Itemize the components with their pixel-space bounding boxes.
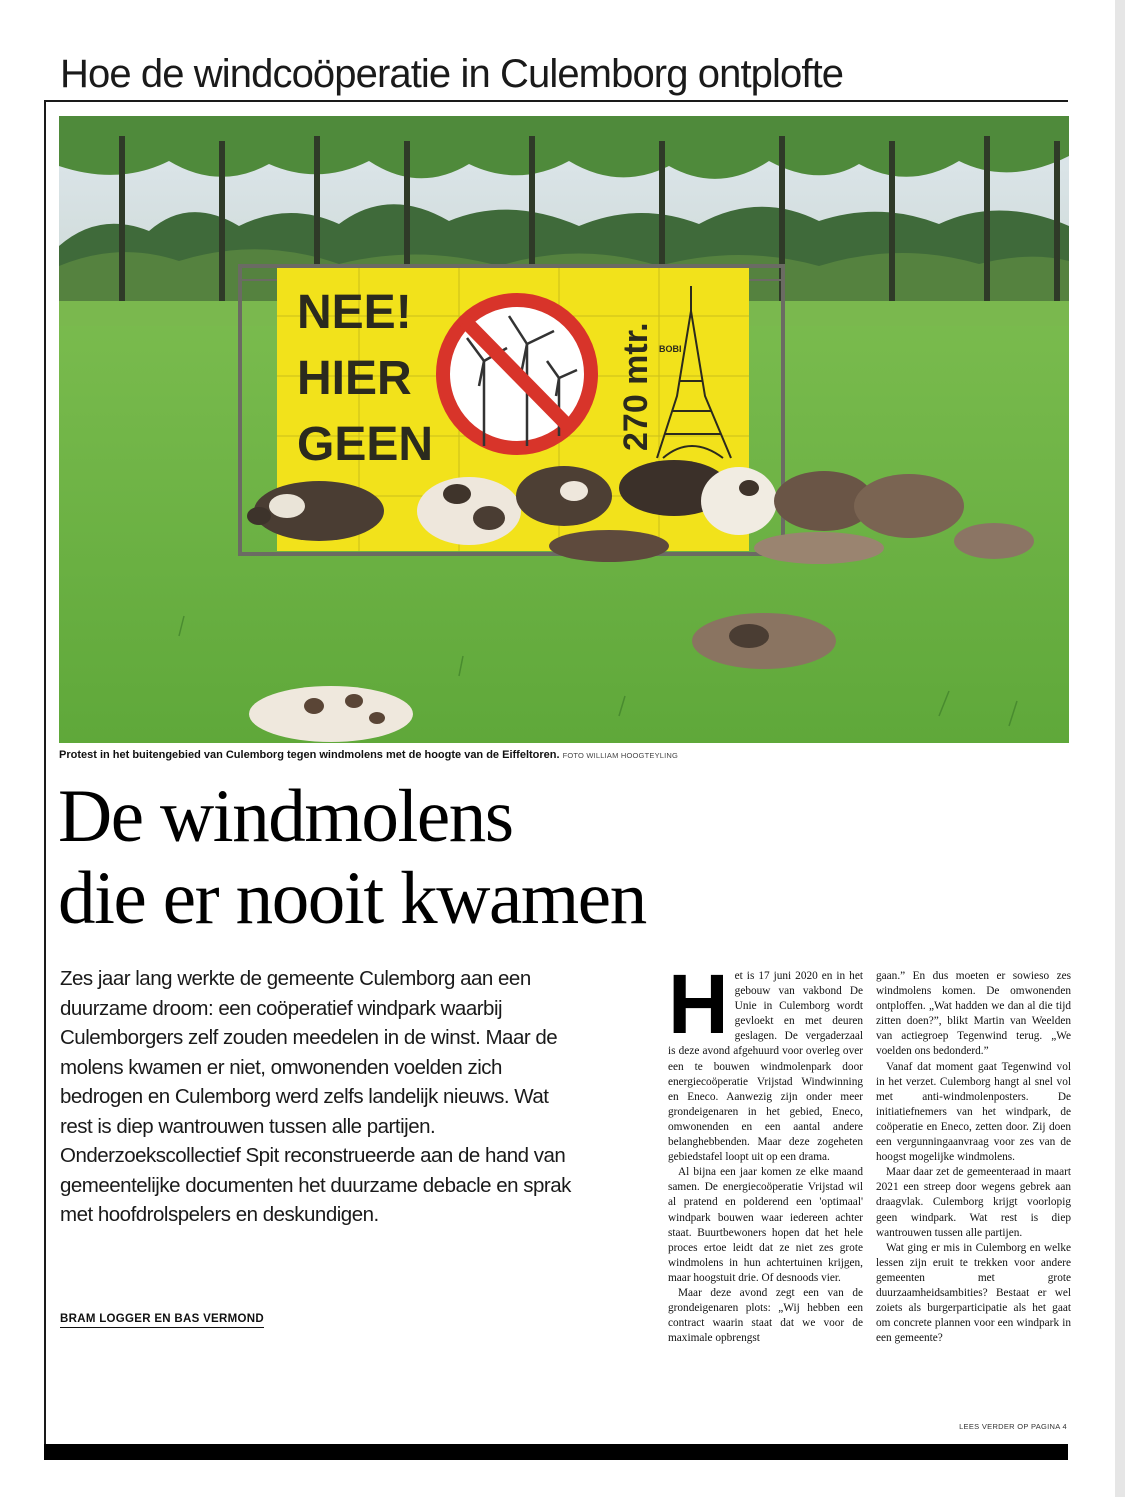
no-windmill-sign <box>443 300 591 448</box>
body-paragraph: Maar daar zet de gemeenteraad in maart 2021 een streep door wegens gebrek aan draagvlak. Culemborg krijgt voorlopig geen windpark. Wat rest is diep wantrouwen tussen alle partijen. <box>876 1166 1071 1239</box>
body-column-2 <box>876 969 1071 1346</box>
footer-rule <box>44 1444 1068 1460</box>
body-column-1 <box>668 957 863 1346</box>
caption-text: Protest in het buitengebied van Culemborg tegen windmolens met de hoogte van de Eiffeltoren. <box>59 749 560 761</box>
drop-cap: H <box>668 957 729 1051</box>
banner-small-text: BOBI <box>659 344 682 354</box>
frame-rule-left <box>44 100 46 1460</box>
continued-on-page: LEES VERDER OP PAGINA 4 <box>959 1422 1067 1431</box>
photo-caption <box>59 748 1059 763</box>
body-paragraph: gaan.” En dus moeten er sowieso zes windmolens komen. De omwonenden ontploffen. „Wat hadden we dan al die tijd zitten doen?”, blikt Martin van Weelden van actiegroep Tegenwind terug. „We voelden ons bedonderd.” <box>876 970 1071 1058</box>
body-paragraph: Al bijna een jaar komen ze elke maand samen. De energiecoöperatie Vrijstad wil al pratend en polderend een 'optimaal' windpark bouwen waar iedereen achter staat. Buurtbewoners hopen dat het hele proces ertoe leidt dat ze niet zes grote windmolens in hun achtertuinen krijgen, maar hoogstuit drie. Of desnoods vier. <box>668 1166 863 1284</box>
headline <box>58 776 958 940</box>
headline-line-1: De windmolens <box>58 775 513 858</box>
intro-paragraph: Zes jaar lang werkte de gemeente Culemborg aan een duurzame droom: een coöperatief windpark waarbij Culemborgers zelf zouden meedelen in de winst. Maar de molens kwamen er niet, omwonenden voelden zich bedrogen en Culemborg werd zelfs landelijk nieuws. Wat rest is diep wantrouwen tussen alle partijen. Onderzoekscollectief Spit reconstrueerde aan de hand van gemeentelijke documenten het duurzame debacle en sprak met hoofdrolspelers en deskundigen. <box>60 967 571 1226</box>
banner-word-geen: GEEN <box>297 418 434 471</box>
banner-height-text: 270 mtr. <box>617 322 655 451</box>
protest-photo <box>59 116 1069 743</box>
frame-rule-top <box>44 100 1068 102</box>
banner-word-nee: NEE! <box>297 286 412 339</box>
kicker-title: Hoe de windcoöperatie in Culemborg ontplofte <box>60 52 844 96</box>
body-paragraph <box>668 957 863 1165</box>
banner-word-hier: HIER <box>297 352 412 405</box>
body-paragraph-text: et is 17 juni 2020 en in het gebouw van vakbond De Unie in Culemborg wordt gevloekt en met deuren geslagen. De vergaderzaal is deze avond afgehuurd voor overleg over een te bouwen windmolenpark door energiecoöperatie Vrijstad Windwinning en Eneco. Aanwezig zijn onder meer grondeigenaren in het gebied, Eneco, omwonenden en een aantal andere belanghebbenden. Maar deze zogeheten gebiedstafel loopt uit op een drama. <box>668 970 863 1164</box>
byline: BRAM LOGGER EN BAS VERMOND <box>60 1313 264 1328</box>
body-paragraph: Vanaf dat moment gaat Tegenwind vol in het verzet. Culemborg hangt al snel vol met anti-windmolenposters. De initiatiefnemers van het windpark, de coöperatie en Eneco, zetten door. Zij doen een vergunningaanvraag voor zes van de hoogst mogelijke windmolens. <box>876 1060 1071 1164</box>
body-paragraph: Wat ging er mis in Culemborg en welke lessen zijn eruit te trekken voor andere gemeenten met grote duurzaamheidsambities? Bestaat er wel zoiets als burgerparticipatie als het gaat om concrete plannen voor een windpark in een gemeente? <box>876 1241 1071 1345</box>
headline-line-2: die er nooit kwamen <box>58 857 646 940</box>
body-paragraph: Maar deze avond zegt een van de grondeigenaren plots: „Wij hebben een contract waarin staat dat we voor de maximale opbrengst <box>668 1286 863 1345</box>
page-edge-shadow <box>1115 0 1125 1497</box>
photo-credit: FOTO WILLIAM HOOGTEYLING <box>562 751 679 760</box>
